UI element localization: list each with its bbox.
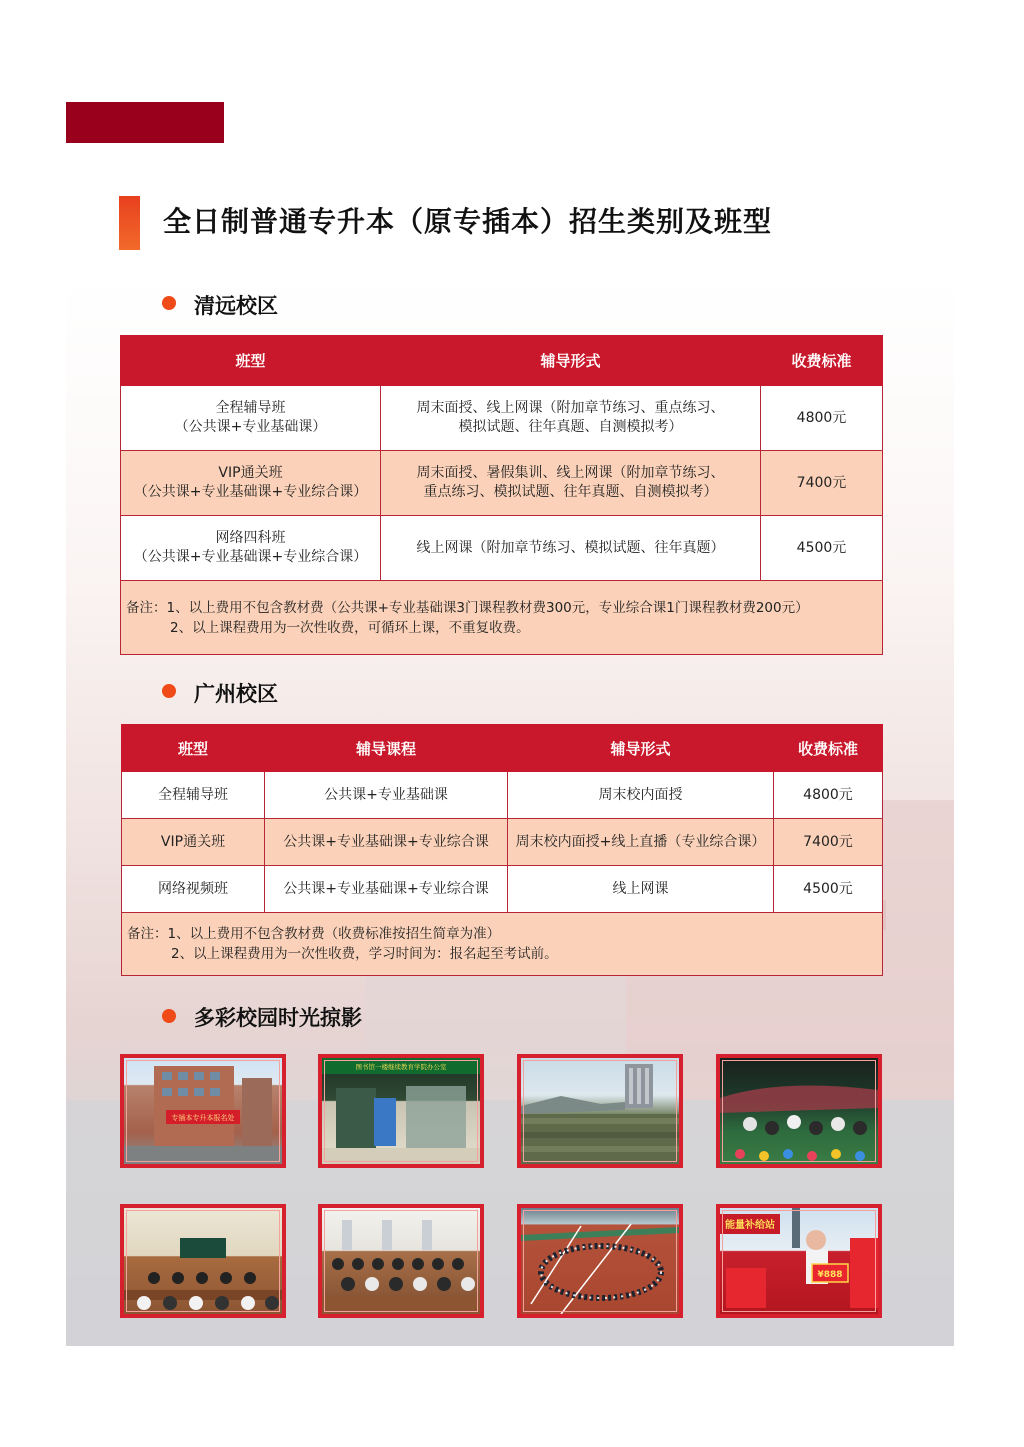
header-course: 辅导课程 bbox=[265, 725, 508, 772]
fee-cell: 4800元 bbox=[774, 772, 883, 819]
fee-cell: 4800元 bbox=[761, 386, 883, 451]
table-header-row bbox=[122, 725, 883, 772]
header-fee: 收费标准 bbox=[774, 725, 883, 772]
class-cell bbox=[121, 451, 381, 516]
form-line: 模拟试题、往年真题、自测模拟考） bbox=[458, 419, 683, 435]
note-cell bbox=[122, 913, 883, 976]
photo-evening-gathering bbox=[716, 1054, 882, 1168]
form-cell bbox=[381, 516, 761, 581]
header-tutoring-form: 辅导形式 bbox=[381, 336, 761, 386]
guangzhou-fee-table bbox=[121, 724, 883, 976]
fee-cell: 4500元 bbox=[761, 516, 883, 581]
section-title-qingyuan: 清远校区 bbox=[194, 294, 278, 318]
section-bullet-icon bbox=[162, 1009, 176, 1023]
form-line: 周末面授、暑假集训、线上网课（附加章节练习、 bbox=[416, 465, 725, 481]
class-name: 全程辅导班 bbox=[215, 400, 286, 416]
photo-sports-field-circle bbox=[517, 1204, 683, 1318]
page-title: 全日制普通专升本（原专插本）招生类别及班型 bbox=[163, 205, 773, 238]
photo1-banner-text: 专插本专升本报名处 bbox=[171, 1114, 235, 1122]
photo-lecture-hall bbox=[318, 1204, 484, 1318]
title-accent-bar bbox=[119, 196, 140, 250]
military-training-illustration bbox=[521, 1058, 679, 1164]
photo8-sign-text: 能量补给站 bbox=[725, 1220, 775, 1231]
header-tutoring-form: 辅导形式 bbox=[508, 725, 774, 772]
course-cell: 公共课+专业基础课 bbox=[265, 772, 508, 819]
fee-cell: 7400元 bbox=[774, 819, 883, 866]
section-bullet-icon bbox=[162, 684, 176, 698]
form-line: 线上网课（附加章节练习、模拟试题、往年真题） bbox=[416, 539, 725, 556]
table-note-row bbox=[122, 913, 883, 976]
table-note-row bbox=[121, 581, 883, 655]
class-cell bbox=[121, 386, 381, 451]
course-cell: 公共课+专业基础课+专业综合课 bbox=[265, 866, 508, 913]
table-row bbox=[121, 516, 883, 581]
form-cell bbox=[381, 386, 761, 451]
note-line-1: 备注：1、以上费用不包含教材费（公共课+专业基础课3门课程教材费300元，专业综合课1门课程教材费200元） bbox=[126, 599, 809, 616]
table-row bbox=[122, 772, 883, 819]
table-row bbox=[122, 866, 883, 913]
header-fee: 收费标准 bbox=[761, 336, 883, 386]
photo-office-lobby bbox=[318, 1054, 484, 1168]
class-cell bbox=[121, 516, 381, 581]
form-cell bbox=[381, 451, 761, 516]
photo-energy-booth bbox=[716, 1204, 882, 1318]
classroom-illustration bbox=[124, 1208, 282, 1314]
photo8-card-text: ¥888 bbox=[817, 1270, 843, 1280]
campus-building-illustration bbox=[124, 1058, 282, 1164]
header-color-block bbox=[66, 102, 224, 143]
class-courses: （公共课+专业基础课） bbox=[174, 419, 327, 435]
evening-gathering-illustration bbox=[720, 1058, 878, 1164]
form-line: 周末面授、线上网课（附加章节练习、重点练习、 bbox=[416, 400, 725, 416]
energy-booth-illustration bbox=[720, 1208, 878, 1314]
header-class-type: 班型 bbox=[122, 725, 265, 772]
form-cell: 周末校内面授 bbox=[508, 772, 774, 819]
table-header-row bbox=[121, 336, 883, 386]
section-title-gallery: 多彩校园时光掠影 bbox=[194, 1006, 362, 1030]
qingyuan-fee-table bbox=[120, 335, 883, 655]
photo2-sign-text: 图书馆一楼继续教育学院办公室 bbox=[355, 1063, 447, 1071]
table-row bbox=[121, 386, 883, 451]
office-lobby-illustration bbox=[322, 1058, 480, 1164]
form-cell: 周末校内面授+线上直播（专业综合课） bbox=[508, 819, 774, 866]
table-row bbox=[121, 451, 883, 516]
class-courses: （公共课+专业基础课+专业综合课） bbox=[133, 549, 368, 565]
section-bullet-icon bbox=[162, 296, 176, 310]
class-name: 网络四科班 bbox=[215, 530, 286, 546]
table-row bbox=[122, 819, 883, 866]
form-cell: 线上网课 bbox=[508, 866, 774, 913]
note-line-2: 2、以上课程费用为一次性收费，可循环上课，不重复收费。 bbox=[170, 619, 530, 636]
photo-campus-building bbox=[120, 1054, 286, 1168]
sports-field-illustration bbox=[521, 1208, 679, 1314]
class-cell: VIP通关班 bbox=[122, 819, 265, 866]
form-line: 重点练习、模拟试题、往年真题、自测模拟考） bbox=[423, 484, 718, 500]
note-line-1: 备注：1、以上费用不包含教材费（收费标准按招生简章为准） bbox=[127, 926, 501, 942]
photo-classroom bbox=[120, 1204, 286, 1318]
class-cell: 全程辅导班 bbox=[122, 772, 265, 819]
photo-military-training bbox=[517, 1054, 683, 1168]
class-courses: （公共课+专业基础课+专业综合课） bbox=[133, 484, 368, 500]
header-class-type: 班型 bbox=[121, 336, 381, 386]
section-title-guangzhou: 广州校区 bbox=[194, 682, 278, 706]
lecture-hall-illustration bbox=[322, 1208, 480, 1314]
course-cell: 公共课+专业基础课+专业综合课 bbox=[265, 819, 508, 866]
note-line-2: 2、以上课程费用为一次性收费，学习时间为：报名起至考试前。 bbox=[171, 946, 558, 962]
class-name: VIP通关班 bbox=[218, 465, 283, 481]
fee-cell: 7400元 bbox=[761, 451, 883, 516]
fee-cell: 4500元 bbox=[774, 866, 883, 913]
note-cell bbox=[121, 581, 883, 655]
class-cell: 网络视频班 bbox=[122, 866, 265, 913]
